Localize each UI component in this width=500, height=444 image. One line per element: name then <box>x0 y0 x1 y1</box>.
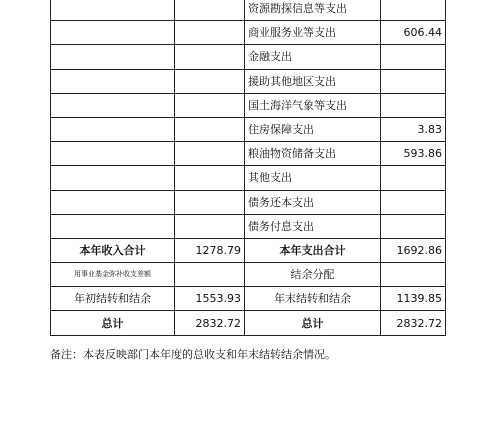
expense-item-cell: 金融支出 <box>245 45 381 69</box>
grand-total-label-right: 总计 <box>245 311 381 335</box>
expense-value-cell <box>381 45 446 69</box>
table-row <box>51 166 446 190</box>
expense-value-cell <box>381 190 446 214</box>
expense-item-cell: 国土海洋气象等支出 <box>245 93 381 117</box>
income-value-cell <box>175 142 245 166</box>
table-row <box>51 190 446 214</box>
fund-adjustment-row <box>51 263 446 287</box>
grand-total-label-left: 总计 <box>51 311 175 335</box>
income-item-cell <box>51 166 175 190</box>
table-footnote: 备注：本表反映部门本年度的总收支和年末结转结余情况。 <box>50 348 336 361</box>
surplus-distribution-value <box>381 263 446 287</box>
expense-item-cell: 商业服务业等支出 <box>245 21 381 45</box>
income-item-cell <box>51 21 175 45</box>
expense-item-cell: 援助其他地区支出 <box>245 69 381 93</box>
table-row <box>51 93 446 117</box>
income-value-cell <box>175 93 245 117</box>
fund-subsidy-value <box>175 263 245 287</box>
end-carryover-label: 年末结转和结余 <box>245 287 381 311</box>
annual-totals-row <box>51 238 446 262</box>
expense-value-cell <box>381 166 446 190</box>
grand-total-value-right: 2832.72 <box>381 311 446 335</box>
end-carryover-value: 1139.85 <box>381 287 446 311</box>
income-value-cell <box>175 166 245 190</box>
income-value-cell <box>175 45 245 69</box>
table-row <box>51 45 446 69</box>
expense-item-cell: 债务还本支出 <box>245 190 381 214</box>
table-row <box>51 0 446 21</box>
income-item-cell <box>51 69 175 93</box>
expense-value-cell <box>381 93 446 117</box>
expense-value-cell: 3.83 <box>381 117 446 141</box>
income-value-cell <box>175 69 245 93</box>
table-row <box>51 117 446 141</box>
expense-value-cell: 606.44 <box>381 21 446 45</box>
expense-value-cell <box>381 214 446 238</box>
expense-value-cell <box>381 0 446 21</box>
expense-total-label: 本年支出合计 <box>245 238 381 262</box>
expense-item-cell: 资源勘探信息等支出 <box>245 0 381 21</box>
income-value-cell <box>175 190 245 214</box>
grand-total-value-left: 2832.72 <box>175 311 245 335</box>
expense-item-cell: 其他支出 <box>245 166 381 190</box>
income-item-cell <box>51 142 175 166</box>
expense-detail-rows <box>51 0 446 238</box>
expense-item-cell: 粮油物资储备支出 <box>245 142 381 166</box>
table-row <box>51 21 446 45</box>
income-total-value: 1278.79 <box>175 238 245 262</box>
income-item-cell <box>51 190 175 214</box>
table-row <box>51 214 446 238</box>
expense-item-cell: 住房保障支出 <box>245 117 381 141</box>
income-value-cell <box>175 21 245 45</box>
income-item-cell <box>51 93 175 117</box>
income-item-cell <box>51 45 175 69</box>
surplus-distribution-label: 结余分配 <box>245 263 381 287</box>
income-item-cell <box>51 0 175 21</box>
table-row <box>51 69 446 93</box>
table-row <box>51 142 446 166</box>
income-value-cell <box>175 117 245 141</box>
grand-total-row <box>51 311 446 335</box>
income-item-cell <box>51 117 175 141</box>
income-item-cell <box>51 214 175 238</box>
begin-carryover-value: 1553.93 <box>175 287 245 311</box>
expense-total-value: 1692.86 <box>381 238 446 262</box>
expense-item-cell: 债务付息支出 <box>245 214 381 238</box>
expense-value-cell: 593.86 <box>381 142 446 166</box>
income-total-label: 本年收入合计 <box>51 238 175 262</box>
begin-carryover-label: 年初结转和结余 <box>51 287 175 311</box>
budget-summary-table <box>50 0 446 336</box>
income-value-cell <box>175 214 245 238</box>
carryover-row <box>51 287 446 311</box>
totals-section <box>51 238 446 335</box>
income-value-cell <box>175 0 245 21</box>
fund-subsidy-label: 用事业基金弥补收支差额 <box>51 263 175 287</box>
expense-value-cell <box>381 69 446 93</box>
